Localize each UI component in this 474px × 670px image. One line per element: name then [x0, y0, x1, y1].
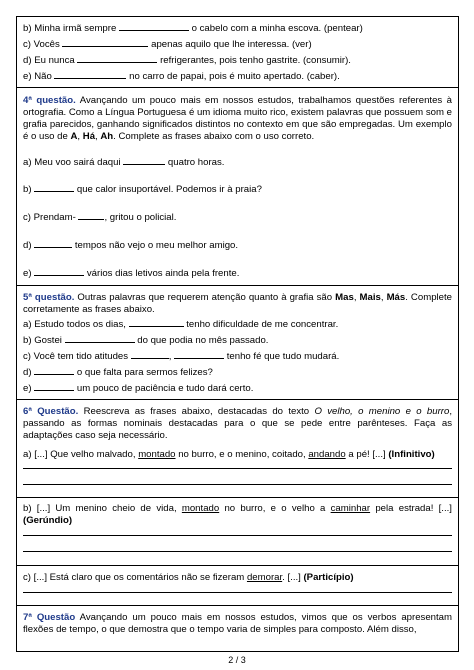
- q5-intro: 5ª questão. Outras palavras que requerem atenção quanto à grafia são Mas, Mais, Más. Complete corretamente as frases abaixo.: [23, 292, 452, 315]
- blank[interactable]: [129, 317, 184, 327]
- blank[interactable]: [131, 349, 169, 359]
- blank[interactable]: [123, 155, 165, 165]
- page-number: 2 / 3: [228, 655, 246, 665]
- q5-item-c: c) Você tem tido atitudes , tenho fé que tudo mudará.: [23, 351, 340, 362]
- q6-item-a: a) [...] Que velho malvado, montado no burro, e o menino, coitado, andando a pé! [...] (Infinitivo): [23, 449, 435, 460]
- q3-item-d: d) Eu nunca refrigerantes, pois tenho gastrite. (consumir).: [23, 55, 351, 66]
- q4-intro: 4ª questão. Avançando um pouco mais em nossos estudos, trabalhamos questões referentes à ortografia. Como a Língua Portuguesa é um idioma muito rico, existem palavras que possuem som e grafia parecidos, ganhando significados distintos no contexto em que são empregadas. Um exemplo é o uso de A, Há, Ah. Complete as frases abaixo com o uso correto.: [23, 95, 453, 142]
- answer-line[interactable]: [23, 535, 452, 536]
- q5-item-a: a) Estudo todos os dias, tenho dificuldade de me concentrar.: [23, 319, 339, 330]
- divider: [17, 399, 458, 400]
- blank[interactable]: [34, 182, 74, 192]
- blank[interactable]: [78, 210, 104, 220]
- q3-item-e: e) Não no carro de papai, pois é muito apertado. (caber).: [23, 71, 340, 82]
- divider: [17, 605, 458, 606]
- q6-item-b: b) [...] Um menino cheio de vida, montado no burro, e o velho a caminhar pela estrada! [...] (Gerúndio): [23, 503, 452, 526]
- answer-line[interactable]: [23, 468, 452, 469]
- blank[interactable]: [34, 238, 72, 248]
- q7-intro: 7ª Questão Avançando um pouco mais em nossos estudos, vimos que os verbos apresentam flexões de tempo, o que demostra que o tempo varia de simples para composto. Além disso,: [23, 612, 452, 635]
- answer-line[interactable]: [23, 551, 452, 552]
- q5-item-e: e) um pouco de paciência e tudo dará certo.: [23, 383, 254, 394]
- q4-item-a: a) Meu voo sairá daqui quatro horas.: [23, 157, 225, 168]
- blank[interactable]: [62, 37, 148, 47]
- q4-item-b: b) que calor insuportável. Podemos ir à praia?: [23, 184, 262, 195]
- worksheet-page: [16, 16, 459, 652]
- q5-item-b: b) Gostei do que podia no mês passado.: [23, 335, 269, 346]
- q3-item-b: b) Minha irmã sempre o cabelo com a minha escova. (pentear): [23, 23, 363, 34]
- q4-label: 4ª questão.: [23, 95, 76, 106]
- q5-item-d: d) o que falta para sermos felizes?: [23, 367, 213, 378]
- blank[interactable]: [34, 381, 74, 391]
- blank[interactable]: [54, 69, 126, 79]
- q4-item-e: e) vários dias letivos ainda pela frente.: [23, 268, 240, 279]
- q7-label: 7ª Questão: [23, 612, 76, 623]
- blank[interactable]: [34, 365, 74, 375]
- answer-line[interactable]: [23, 484, 452, 485]
- blank[interactable]: [34, 266, 84, 276]
- q3-item-c: c) Vocês apenas aquilo que lhe interessa. (ver): [23, 39, 312, 50]
- blank[interactable]: [119, 21, 189, 31]
- q4-item-d: d) tempos não vejo o meu melhor amigo.: [23, 240, 239, 251]
- divider: [17, 565, 458, 566]
- q4-item-c: c) Prendam- , gritou o policial.: [23, 212, 177, 223]
- blank[interactable]: [65, 333, 135, 343]
- answer-line[interactable]: [23, 592, 452, 593]
- q6-intro: 6ª Questão. Reescreva as frases abaixo, destacadas do texto O velho, o menino e o burro, passando as formas nominais destacadas para o que se pede entre parênteses. Faça as adaptações caso seja necessário.: [23, 406, 452, 441]
- blank[interactable]: [174, 349, 224, 359]
- q6-item-c: c) [...] Está claro que os comentários não se fizeram demorar. [...] (Particípio): [23, 572, 354, 583]
- q5-label: 5ª questão.: [23, 292, 75, 303]
- divider: [17, 87, 458, 88]
- q6-label: 6ª Questão.: [23, 406, 79, 417]
- divider: [17, 285, 458, 286]
- divider: [17, 497, 458, 498]
- blank[interactable]: [77, 53, 157, 63]
